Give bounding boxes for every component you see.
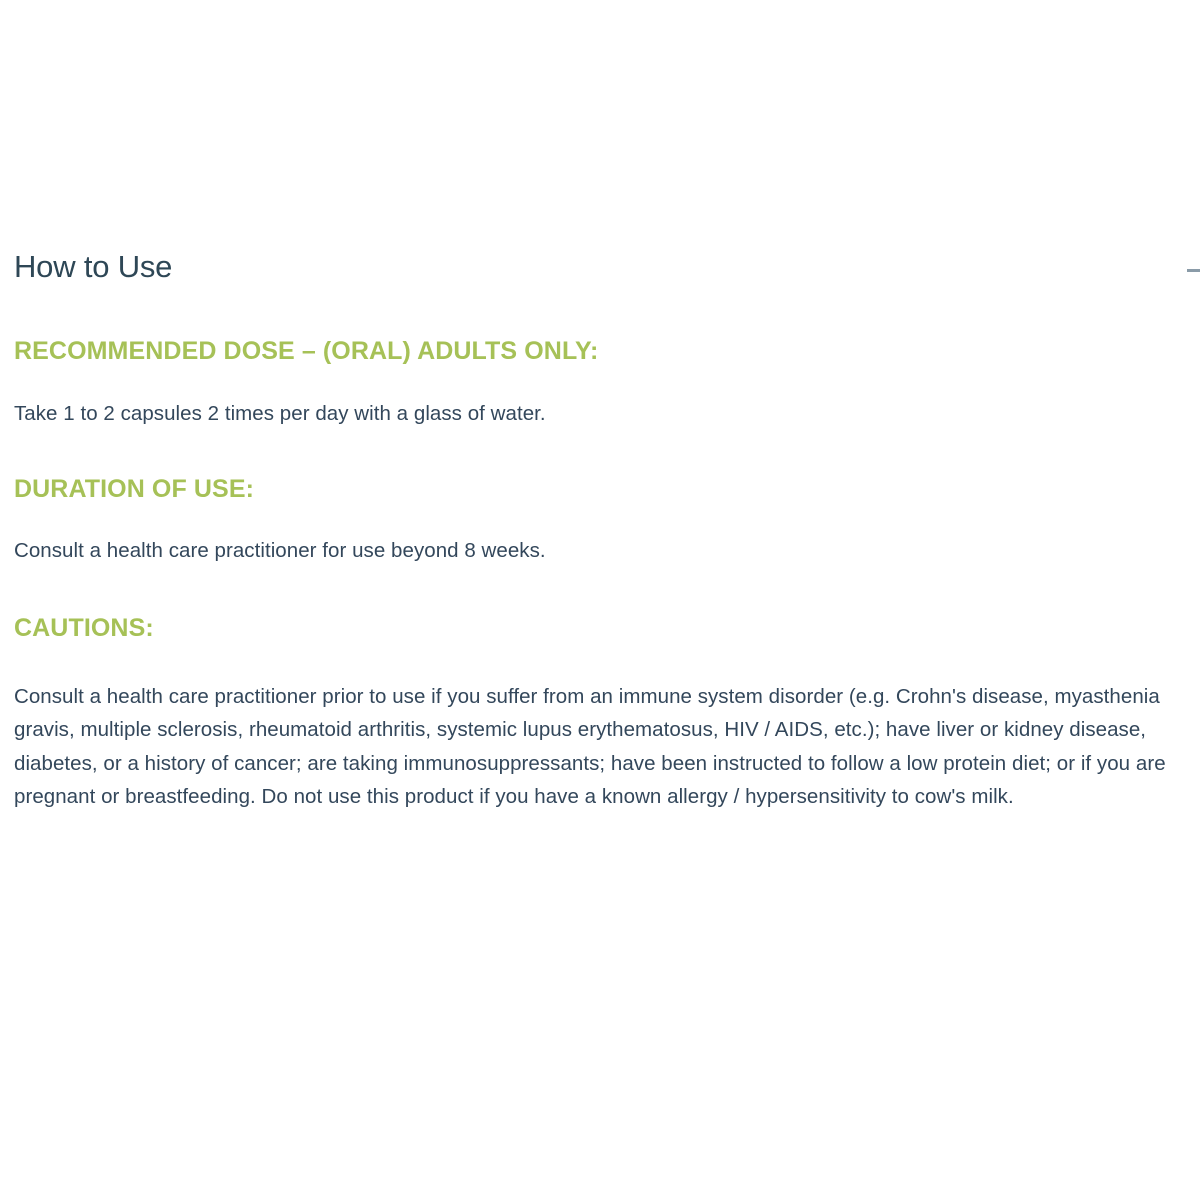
- cautions-heading: CAUTIONS:: [14, 613, 154, 642]
- section-header[interactable]: [14, 248, 1200, 285]
- recommended-dose-text: Take 1 to 2 capsules 2 times per day with a glass of water.: [14, 402, 546, 426]
- cautions-text: Consult a health care practitioner prior to use if you suffer from an immune system disorder (e.g. Crohn's disease, myasthenia gravis, multiple sclerosis, rheumatoid arthritis, systemic lupus erythematosus, HIV / AIDS, etc.); have liver or kidney disease, diabetes, or a history of cancer; are taking immunosuppressants; have been instructed to follow a low protein diet; or if you are pregnant or breastfeeding. Do not use this product if you have a known allergy / hypersensitivity to cow's milk.: [14, 685, 1166, 808]
- minus-icon[interactable]: [1187, 269, 1200, 272]
- recommended-dose-heading: RECOMMENDED DOSE – (ORAL) ADULTS ONLY:: [14, 337, 599, 365]
- duration-of-use-text: Consult a health care practitioner for use beyond 8 weeks.: [14, 538, 546, 562]
- section-content: [14, 330, 1194, 813]
- page-title: How to Use: [14, 249, 173, 284]
- duration-of-use-heading: DURATION OF USE:: [14, 475, 255, 504]
